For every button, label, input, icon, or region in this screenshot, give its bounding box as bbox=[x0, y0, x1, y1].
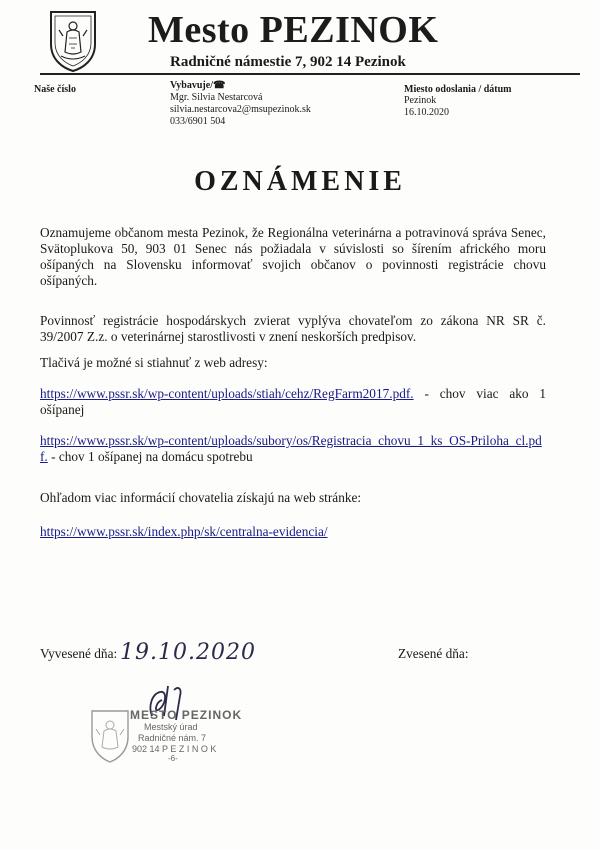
page-title: OZNÁMENIE bbox=[194, 166, 406, 197]
info-link-central-registry[interactable]: https://www.pssr.sk/index.php/sk/centralna-evidencia/ bbox=[40, 524, 328, 539]
office-stamp bbox=[120, 708, 243, 764]
form-link-regfarm[interactable]: https://www.pssr.sk/wp-content/uploads/stiah/cehz/RegFarm2017.pdf. bbox=[40, 386, 414, 401]
posted-on-date: 19.10.2020 bbox=[120, 640, 256, 665]
stamp-line-4: 902 14 P E Z I N O K bbox=[132, 744, 217, 754]
stamp-line-3: Radničné nám. 7 bbox=[138, 733, 207, 743]
prepared-by-email: silvia.nestarcova2@msupezinok.sk bbox=[170, 104, 311, 115]
posted-on-label: Vyvesené dňa: bbox=[40, 646, 118, 661]
stamp-line-5: -6- bbox=[168, 754, 178, 763]
form-link-block-2 bbox=[40, 433, 546, 465]
city-title: Mesto PEZINOK bbox=[148, 9, 439, 51]
place-and-date-label: Miesto odoslania / dátum bbox=[404, 84, 512, 95]
city-coat-of-arms-icon bbox=[47, 8, 99, 72]
our-reference bbox=[34, 84, 76, 95]
prepared-by-phone: 033/6901 504 bbox=[170, 116, 226, 127]
form-link-block-1 bbox=[40, 386, 546, 418]
prepared-by-name: Mgr. Silvia Nestarcová bbox=[170, 92, 263, 103]
form-link-regfarm-note: - chov viac ako 1 ošípanej bbox=[40, 386, 546, 417]
info-link-block bbox=[40, 524, 546, 540]
prepared-by-label: Vybavuje/☎ bbox=[170, 80, 226, 91]
form-link-registracia-note: - chov 1 ošípanej na domácu spotrebu bbox=[47, 449, 253, 464]
header-divider bbox=[40, 73, 580, 75]
place-value: Pezinok bbox=[404, 95, 437, 106]
place-and-date bbox=[404, 84, 512, 119]
paragraph-more-info: Ohľadom viac informácií chovatelia získajú na web stránke: bbox=[40, 490, 362, 505]
date-value: 16.10.2020 bbox=[404, 107, 449, 118]
stamp-line-1: MESTO PEZINOK bbox=[130, 708, 243, 722]
prepared-by bbox=[170, 80, 311, 128]
paragraph-announcement: Oznamujeme občanom mesta Pezinok, že Regionálna veterinárna a potravinová správa Senec, Svätoplukova 50, 903 01 Senec nás požiadala v súvislosti so šírením afrického moru ošípaných na Slovensku informovať svojich občanov o povinnosti registrácie chovu ošípaných. bbox=[40, 225, 546, 288]
stamp-line-2: Mestský úrad bbox=[144, 722, 198, 732]
form-link-registracia[interactable]: https://www.pssr.sk/wp-content/uploads/subory/os/Registracia_chovu_1_ks_OS-Priloha_cl.pdf. bbox=[40, 433, 542, 464]
paragraph-obligation: Povinnosť registrácie hospodárskych zvierat vyplýva chovateľom zo zákona NR SR č. 39/2007 Z.z. o veterinárnej starostlivosti v znení neskorších predpisov. bbox=[40, 313, 546, 344]
paragraph-forms-intro: Tlačivá je možné si stiahnuť z web adresy: bbox=[40, 355, 268, 370]
our-reference-label: Naše číslo bbox=[34, 84, 76, 95]
city-address: Radničné námestie 7, 902 14 Pezinok bbox=[170, 54, 406, 70]
removed-on-label: Zvesené dňa: bbox=[398, 646, 469, 661]
